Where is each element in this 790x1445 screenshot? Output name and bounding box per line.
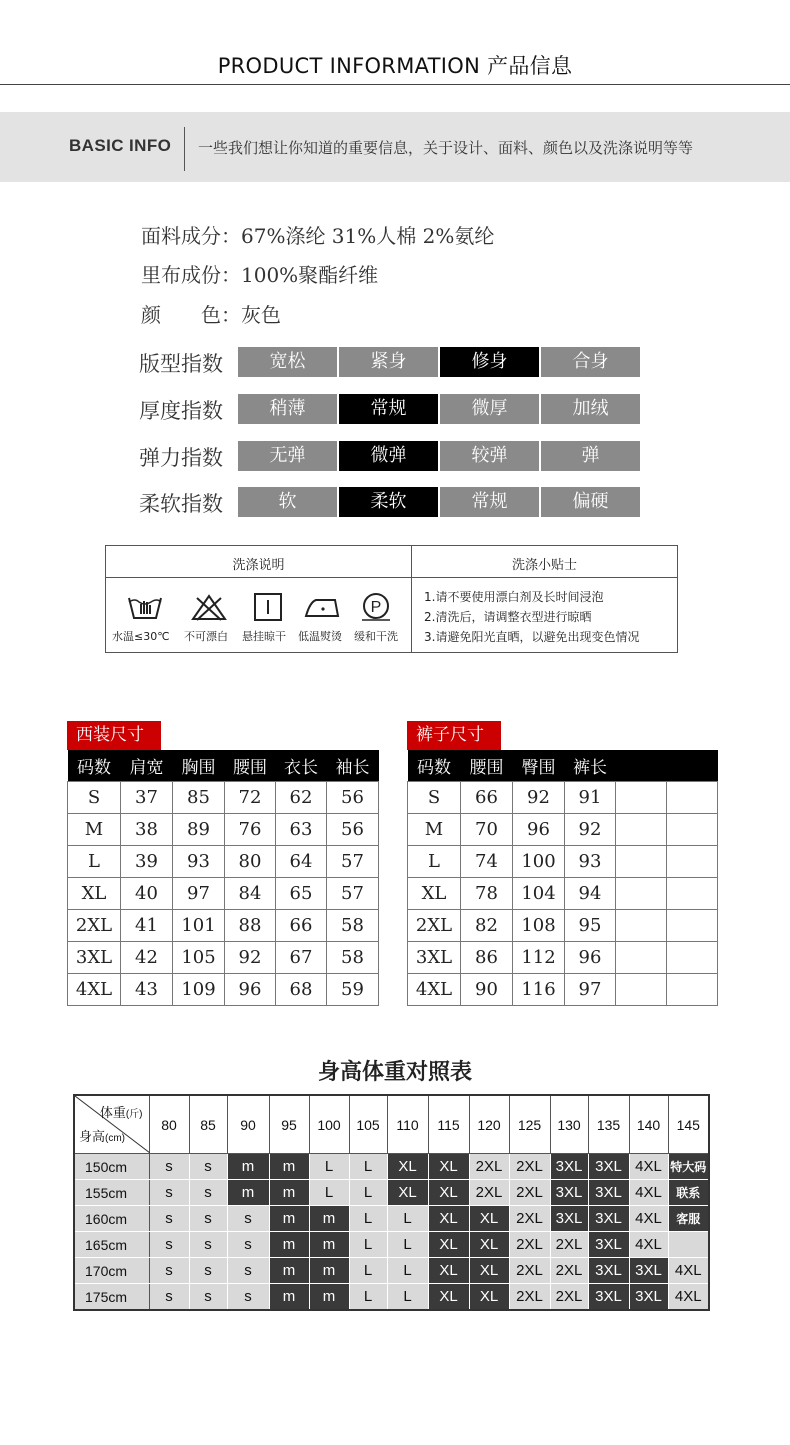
care-caption-dry-clean: 缓和干洗 <box>354 630 398 643</box>
hw-size-cell: s <box>189 1258 227 1284</box>
size-header-cell: 衣长 <box>276 750 327 782</box>
hw-size-cell: s <box>189 1206 227 1232</box>
hw-size-cell: s <box>227 1258 269 1284</box>
hw-size-cell: m <box>309 1206 349 1232</box>
hw-size-cell: XL <box>428 1232 469 1258</box>
care-header-divider <box>106 577 677 578</box>
hw-size-cell: L <box>349 1232 387 1258</box>
weight-label: 体重 <box>99 1105 126 1120</box>
size-cell <box>667 910 718 942</box>
size-cell: 112 <box>513 942 565 974</box>
suit-size-table <box>67 750 379 1006</box>
hw-size-cell: s <box>149 1180 189 1206</box>
size-cell: 56 <box>327 782 379 814</box>
size-cell: 104 <box>513 878 565 910</box>
hw-size-cell: 4XL <box>629 1180 668 1206</box>
hw-size-cell: XL <box>428 1180 469 1206</box>
spec-color: 颜 色：灰色 <box>141 303 281 327</box>
index-option: 弹 <box>541 441 640 471</box>
size-header-row <box>68 750 379 782</box>
size-cell: 67 <box>276 942 327 974</box>
table-row <box>74 1180 709 1206</box>
size-cell: 89 <box>173 814 225 846</box>
hw-size-cell: 3XL <box>588 1206 629 1232</box>
weight-axis-label <box>100 1102 143 1121</box>
hw-size-cell: m <box>269 1180 309 1206</box>
table-row <box>408 974 718 1006</box>
size-cell: 97 <box>173 878 225 910</box>
size-cell: 76 <box>225 814 276 846</box>
size-cell: 100 <box>513 846 565 878</box>
size-cell: 3XL <box>408 942 461 974</box>
spec-fabric: 面料成分：67%涤纶 31%人棉 2%氨纶 <box>141 224 495 248</box>
hw-size-cell: 3XL <box>550 1206 588 1232</box>
index-label: 厚度指数 <box>139 399 223 423</box>
hw-weight-header: 125 <box>509 1095 550 1154</box>
hw-size-cell: XL <box>428 1284 469 1311</box>
index-label: 弹力指数 <box>139 446 223 470</box>
hw-size-cell: 3XL <box>588 1232 629 1258</box>
size-cell: 94 <box>565 878 616 910</box>
size-header-cell <box>667 750 718 782</box>
hw-size-cell: s <box>189 1180 227 1206</box>
hw-size-cell: 2XL <box>509 1284 550 1311</box>
size-cell: 84 <box>225 878 276 910</box>
size-cell: 2XL <box>68 910 121 942</box>
hw-weight-header: 120 <box>469 1095 509 1154</box>
hw-size-cell: XL <box>469 1284 509 1311</box>
hw-size-cell: 2XL <box>509 1258 550 1284</box>
index-label: 柔软指数 <box>139 492 223 516</box>
hw-weight-header: 95 <box>269 1095 309 1154</box>
size-header-cell: 裤长 <box>565 750 616 782</box>
size-cell: 74 <box>461 846 513 878</box>
size-cell: 42 <box>121 942 173 974</box>
table-row <box>408 910 718 942</box>
size-cell: 95 <box>565 910 616 942</box>
size-cell: 93 <box>173 846 225 878</box>
table-row <box>68 846 379 878</box>
hw-size-cell: m <box>227 1180 269 1206</box>
size-cell <box>667 782 718 814</box>
hw-size-cell: m <box>269 1258 309 1284</box>
size-cell: 92 <box>225 942 276 974</box>
size-cell: 88 <box>225 910 276 942</box>
hw-size-cell: m <box>227 1154 269 1180</box>
hw-size-cell: s <box>149 1232 189 1258</box>
size-cell <box>667 814 718 846</box>
dry-clean-icon <box>356 592 396 622</box>
care-caption-no-bleach: 不可漂白 <box>184 630 228 643</box>
height-axis-label <box>79 1126 125 1145</box>
hw-size-cell: m <box>269 1284 309 1311</box>
hw-size-cell: 3XL <box>588 1284 629 1311</box>
hw-size-cell: XL <box>428 1154 469 1180</box>
hw-size-cell: 2XL <box>509 1154 550 1180</box>
size-cell: 39 <box>121 846 173 878</box>
hw-size-cell: 3XL <box>588 1154 629 1180</box>
size-header-cell: 臀围 <box>513 750 565 782</box>
height-weight-title: 身高体重对照表 <box>317 1060 472 1085</box>
table-row <box>408 942 718 974</box>
size-cell: 92 <box>513 782 565 814</box>
hw-size-cell: XL <box>387 1180 428 1206</box>
size-cell <box>667 846 718 878</box>
size-cell: 68 <box>276 974 327 1006</box>
size-cell <box>667 974 718 1006</box>
size-cell <box>616 942 667 974</box>
hand-wash-icon <box>125 592 165 622</box>
hw-size-cell: XL <box>469 1206 509 1232</box>
index-option: 微厚 <box>440 394 539 424</box>
index-option: 较弹 <box>440 441 539 471</box>
weight-unit: (斤) <box>125 1109 143 1120</box>
table-row <box>74 1154 709 1180</box>
dry-clean-symbol: P <box>370 599 382 616</box>
hw-size-cell: m <box>269 1232 309 1258</box>
hw-height-label: 175cm <box>74 1284 149 1311</box>
index-option: 紧身 <box>339 347 438 377</box>
basic-info-description: 一些我们想让你知道的重要信息，关于设计、面料、颜色以及洗涤说明等等 <box>198 139 694 157</box>
care-caption-hand-wash: 水温≤30℃ <box>112 630 170 643</box>
hw-size-cell: XL <box>428 1206 469 1232</box>
table-row <box>408 814 718 846</box>
size-cell: 70 <box>461 814 513 846</box>
hw-size-cell: 2XL <box>550 1232 588 1258</box>
hang-dry-icon <box>248 592 288 622</box>
care-tips-title: 洗涤小贴士 <box>511 558 577 573</box>
table-row <box>68 782 379 814</box>
size-cell: 2XL <box>408 910 461 942</box>
hw-size-cell: L <box>309 1180 349 1206</box>
size-cell: XL <box>68 878 121 910</box>
index-label: 版型指数 <box>139 352 223 376</box>
size-header-cell: 腰围 <box>461 750 513 782</box>
pants-size-table <box>407 750 718 1006</box>
hw-size-cell: 2XL <box>509 1180 550 1206</box>
size-cell <box>616 846 667 878</box>
care-box <box>105 545 678 653</box>
hw-size-cell: L <box>387 1258 428 1284</box>
size-header-row <box>408 750 718 782</box>
index-option: 稍薄 <box>238 394 337 424</box>
size-cell: 116 <box>513 974 565 1006</box>
table-row <box>68 910 379 942</box>
hw-size-cell: 2XL <box>469 1180 509 1206</box>
size-cell: 72 <box>225 782 276 814</box>
hw-size-cell: s <box>189 1154 227 1180</box>
size-cell: 91 <box>565 782 616 814</box>
hw-size-cell: s <box>227 1232 269 1258</box>
basic-info-label: BASIC INFO <box>69 136 172 155</box>
hw-weight-header: 110 <box>387 1095 428 1154</box>
size-cell <box>616 814 667 846</box>
index-option: 偏硬 <box>541 487 640 517</box>
size-cell: 40 <box>121 878 173 910</box>
size-cell: 58 <box>327 942 379 974</box>
size-cell: 58 <box>327 910 379 942</box>
height-label: 身高 <box>79 1129 106 1144</box>
suit-size-tag: 西装尺寸 <box>67 721 161 750</box>
size-cell: 78 <box>461 878 513 910</box>
hw-size-cell: 联系 <box>668 1180 709 1206</box>
low-iron-icon <box>302 592 342 622</box>
size-cell: 64 <box>276 846 327 878</box>
table-row <box>74 1284 709 1311</box>
hw-weight-header: 105 <box>349 1095 387 1154</box>
size-cell: 90 <box>461 974 513 1006</box>
size-cell: 66 <box>276 910 327 942</box>
hw-size-cell: 3XL <box>588 1258 629 1284</box>
table-row <box>68 942 379 974</box>
size-cell: L <box>408 846 461 878</box>
title-divider <box>0 84 790 85</box>
size-cell: 109 <box>173 974 225 1006</box>
hw-size-cell: 2XL <box>509 1206 550 1232</box>
size-cell: 97 <box>565 974 616 1006</box>
care-caption-hang-dry: 悬挂晾干 <box>242 630 286 643</box>
size-cell: S <box>68 782 121 814</box>
hw-weight-header: 80 <box>149 1095 189 1154</box>
hw-weight-header: 140 <box>629 1095 668 1154</box>
size-header-cell: 袖长 <box>327 750 379 782</box>
hw-weight-header: 135 <box>588 1095 629 1154</box>
page-title: PRODUCT INFORMATION 产品信息 <box>217 54 573 78</box>
hw-size-cell: 客服 <box>668 1206 709 1232</box>
size-cell: 37 <box>121 782 173 814</box>
hw-height-label: 150cm <box>74 1154 149 1180</box>
table-row <box>408 878 718 910</box>
size-cell: 3XL <box>68 942 121 974</box>
hw-size-cell: 2XL <box>550 1258 588 1284</box>
size-header-cell <box>616 750 667 782</box>
hw-size-cell: L <box>387 1206 428 1232</box>
care-instructions-title: 洗涤说明 <box>232 558 285 573</box>
table-row <box>74 1258 709 1284</box>
hw-size-cell: s <box>149 1258 189 1284</box>
size-cell: 38 <box>121 814 173 846</box>
index-option: 无弹 <box>238 441 337 471</box>
size-cell: 101 <box>173 910 225 942</box>
care-tip-1: 1.请不要使用漂白剂及长时间浸泡 <box>424 590 604 604</box>
size-cell: 96 <box>225 974 276 1006</box>
size-header-cell: 腰围 <box>225 750 276 782</box>
hw-size-cell: m <box>309 1284 349 1311</box>
hw-weight-header: 85 <box>189 1095 227 1154</box>
size-header-cell: 胸围 <box>173 750 225 782</box>
index-option: 宽松 <box>238 347 337 377</box>
hw-size-cell: m <box>269 1154 309 1180</box>
hw-size-cell: 4XL <box>668 1284 709 1311</box>
size-cell: 65 <box>276 878 327 910</box>
hw-size-cell: 特大码 <box>668 1154 709 1180</box>
size-cell: 4XL <box>68 974 121 1006</box>
hw-corner-cell <box>74 1095 149 1154</box>
size-cell: 43 <box>121 974 173 1006</box>
hw-size-cell: 4XL <box>629 1232 668 1258</box>
table-row <box>408 846 718 878</box>
size-cell: 56 <box>327 814 379 846</box>
hw-size-cell: L <box>387 1284 428 1311</box>
spec-lining: 里布成份：100%聚酯纤维 <box>141 263 379 287</box>
care-tip-3: 3.请避免阳光直晒，以避免出现变色情况 <box>424 630 640 644</box>
care-tip-2: 2.清洗后，请调整衣型进行晾晒 <box>424 610 592 624</box>
care-caption-low-iron: 低温熨烫 <box>298 630 342 643</box>
hw-size-cell: 4XL <box>668 1258 709 1284</box>
hw-size-cell: L <box>387 1232 428 1258</box>
hw-size-cell: L <box>349 1284 387 1311</box>
basic-info-separator <box>184 127 185 171</box>
hw-size-cell: L <box>349 1206 387 1232</box>
size-cell <box>616 974 667 1006</box>
index-option-selected: 修身 <box>440 347 539 377</box>
size-cell: 105 <box>173 942 225 974</box>
pants-size-tag: 裤子尺寸 <box>407 721 501 750</box>
hw-size-cell: L <box>349 1180 387 1206</box>
hw-size-cell: XL <box>469 1258 509 1284</box>
size-cell: 63 <box>276 814 327 846</box>
size-cell: 59 <box>327 974 379 1006</box>
size-cell: 108 <box>513 910 565 942</box>
hw-size-cell <box>668 1232 709 1258</box>
index-option: 合身 <box>541 347 640 377</box>
height-unit: (cm) <box>105 1133 126 1144</box>
hw-size-cell: s <box>149 1206 189 1232</box>
table-row <box>68 814 379 846</box>
hw-size-cell: s <box>149 1284 189 1311</box>
hw-weight-header: 115 <box>428 1095 469 1154</box>
hw-size-cell: L <box>349 1258 387 1284</box>
hw-weight-header: 100 <box>309 1095 349 1154</box>
hw-height-label: 155cm <box>74 1180 149 1206</box>
size-cell: 85 <box>173 782 225 814</box>
hw-size-cell: XL <box>387 1154 428 1180</box>
hw-weight-header: 130 <box>550 1095 588 1154</box>
hw-size-cell: s <box>149 1154 189 1180</box>
index-option: 常规 <box>440 487 539 517</box>
size-cell: 57 <box>327 878 379 910</box>
size-cell: 93 <box>565 846 616 878</box>
size-cell: 4XL <box>408 974 461 1006</box>
hw-size-cell: 4XL <box>629 1154 668 1180</box>
table-row <box>68 878 379 910</box>
hw-size-cell: s <box>227 1284 269 1311</box>
hw-size-cell: 3XL <box>629 1258 668 1284</box>
table-row <box>74 1232 709 1258</box>
hw-size-cell: XL <box>469 1232 509 1258</box>
size-cell <box>616 910 667 942</box>
hw-size-cell: 2XL <box>469 1154 509 1180</box>
size-cell: L <box>68 846 121 878</box>
size-cell: M <box>408 814 461 846</box>
hw-size-cell: s <box>189 1232 227 1258</box>
size-cell: S <box>408 782 461 814</box>
table-row <box>74 1206 709 1232</box>
hw-size-cell: 4XL <box>629 1206 668 1232</box>
size-cell: 92 <box>565 814 616 846</box>
hw-size-cell: 2XL <box>509 1232 550 1258</box>
hw-height-label: 160cm <box>74 1206 149 1232</box>
no-bleach-icon <box>189 592 229 622</box>
height-weight-table <box>73 1094 710 1311</box>
hw-size-cell: L <box>309 1154 349 1180</box>
hw-weight-header: 145 <box>668 1095 709 1154</box>
hw-corner <box>75 1096 149 1153</box>
size-cell: 41 <box>121 910 173 942</box>
hw-weight-header: 90 <box>227 1095 269 1154</box>
hw-size-cell: s <box>189 1284 227 1311</box>
size-cell: 86 <box>461 942 513 974</box>
size-cell <box>616 782 667 814</box>
size-cell: XL <box>408 878 461 910</box>
size-cell <box>616 878 667 910</box>
size-header-cell: 肩宽 <box>121 750 173 782</box>
hw-size-cell: 2XL <box>550 1284 588 1311</box>
size-cell <box>667 942 718 974</box>
size-cell: 57 <box>327 846 379 878</box>
hw-size-cell: s <box>227 1206 269 1232</box>
hw-size-cell: 3XL <box>629 1284 668 1311</box>
hw-height-label: 165cm <box>74 1232 149 1258</box>
index-option: 加绒 <box>541 394 640 424</box>
size-cell: 66 <box>461 782 513 814</box>
size-header-cell: 码数 <box>408 750 461 782</box>
size-cell: 96 <box>565 942 616 974</box>
size-cell: 80 <box>225 846 276 878</box>
hw-size-cell: L <box>349 1154 387 1180</box>
size-cell <box>667 878 718 910</box>
hw-size-cell: 3XL <box>550 1180 588 1206</box>
hw-height-label: 170cm <box>74 1258 149 1284</box>
size-header-cell: 码数 <box>68 750 121 782</box>
hw-size-cell: m <box>269 1206 309 1232</box>
hw-size-cell: 3XL <box>588 1180 629 1206</box>
index-option: 软 <box>238 487 337 517</box>
index-option-selected: 常规 <box>339 394 438 424</box>
hw-size-cell: m <box>309 1232 349 1258</box>
size-cell: 82 <box>461 910 513 942</box>
size-cell: 96 <box>513 814 565 846</box>
index-option-selected: 柔软 <box>339 487 438 517</box>
size-cell: M <box>68 814 121 846</box>
table-row <box>408 782 718 814</box>
size-cell: 62 <box>276 782 327 814</box>
hw-header-row <box>74 1095 709 1154</box>
index-option-selected: 微弹 <box>339 441 438 471</box>
hw-size-cell: XL <box>428 1258 469 1284</box>
table-row <box>68 974 379 1006</box>
hw-size-cell: 3XL <box>550 1154 588 1180</box>
hw-size-cell: m <box>309 1258 349 1284</box>
